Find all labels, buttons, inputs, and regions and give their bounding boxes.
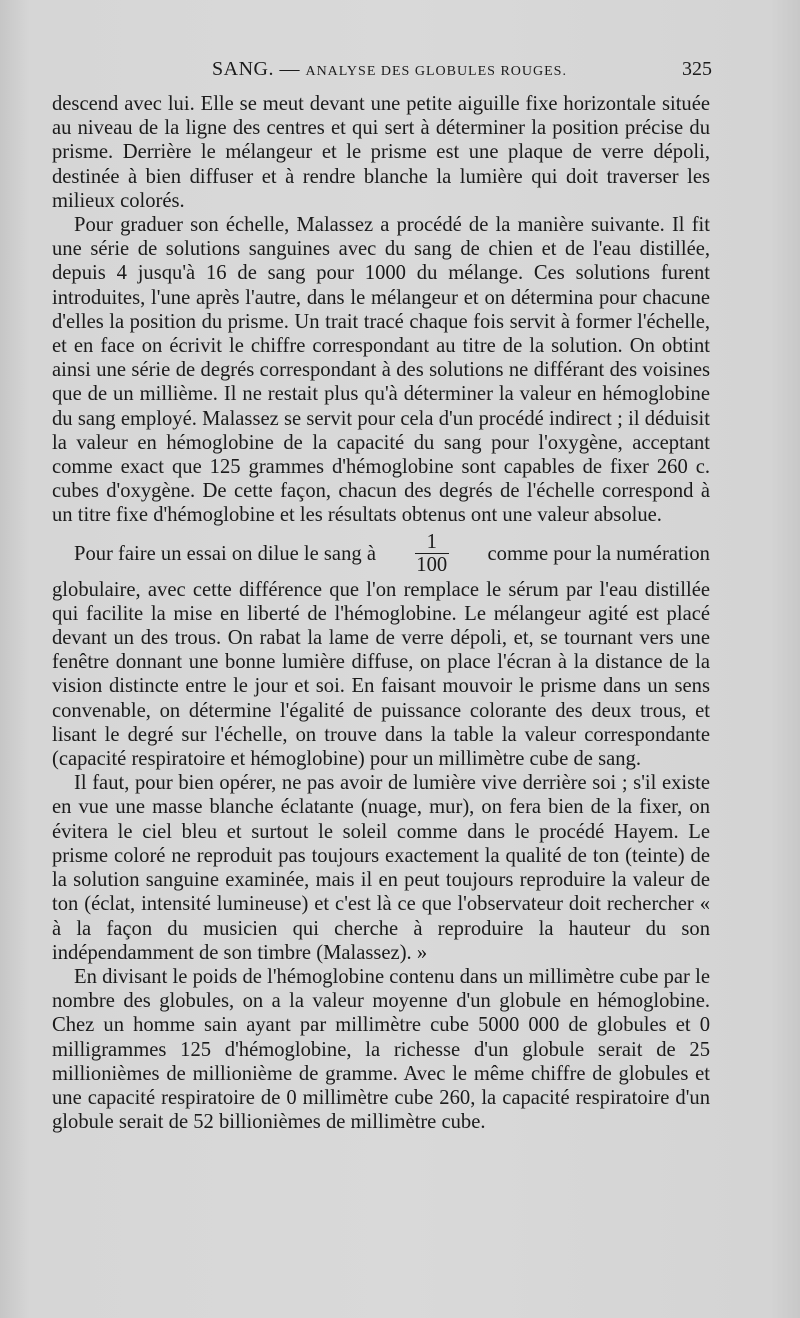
fraction-line	[52, 530, 710, 578]
running-head-main: SANG. —	[212, 58, 306, 80]
fraction-denominator: 100	[416, 554, 448, 577]
fraction-line-before: Pour faire un essai on dilue le sang à	[74, 542, 376, 565]
running-head-sub: ANALYSE DES GLOBULES ROUGES.	[305, 64, 567, 79]
running-header	[52, 58, 712, 88]
fraction-line-after: comme pour la numération	[487, 542, 710, 565]
paragraph-1: descend avec lui. Elle se meut devant une petite aiguille fixe horizontale située au niveau de la ligne des centres et qui sert à déterminer la position précise du prisme. Derrière le mélangeur et le prisme est une plaque de verre dépoli, destinée à bien diffuser et à rendre blanche la lumière qui doit traverser les milieux colorés.	[52, 93, 710, 212]
body-text	[52, 92, 710, 1134]
fraction-numerator: 1	[426, 531, 437, 554]
paragraph-4: Il faut, pour bien opérer, ne pas avoir de lumière vive derrière soi ; s'il existe en vue une masse blanche éclatante (nuage, mur), on fera bien de la fixer, on évitera le ciel bleu et surtout le soleil comme dans le procédé Hayem. Le prisme coloré ne reproduit pas toujours exactement la qualité de ton (teinte) de la solution sanguine examinée, mais il en peut toujours reproduire la valeur de ton (éclat, intensité lumineuse) et c'est là ce que l'observateur doit rechercher « à la façon du musicien qui cherche à reproduire la hauteur du son indépendamment de son timbre (Malassez). »	[52, 772, 710, 964]
fraction	[414, 531, 449, 576]
page-number: 325	[682, 58, 712, 80]
paragraph-5: En divisant le poids de l'hémoglobine contenu dans un millimètre cube par le nombre des globules, on a la valeur moyenne d'un globule en hémoglobine. Chez un homme sain ayant par millimètre cube 5000 000 de globules et 0 milligrammes 125 d'hémoglobine, la richesse d'un globule serait de 25 millionièmes de millionième de gramme. Avec le même chiffre de globules et une capacité respiratoire de 0 millimètre cube 260, la capacité respiratoire d'un globule serait de 52 billionièmes de millimètre cube.	[52, 965, 710, 1134]
running-head	[212, 58, 567, 81]
paragraph-3: globulaire, avec cette différence que l'on remplace le sérum par l'eau distillée qui facilite la mise en liberté de l'hémoglobine. Le mélangeur agité est placé devant un des trous. On rabat la lame de verre dépoli, et, se tournant vers une fenêtre donnant une bonne lumière diffuse, on place l'écran à la distance de la vision distincte entre le jour et soi. En faisant mouvoir le prisme dans un sens convenable, on détermine l'égalité de puissance colorante des deux trous, et lisant le degré sur l'échelle, on trouve dans la table la valeur correspondante (capacité respiratoire et hémoglobine) pour un millimètre cube de sang.	[52, 578, 710, 771]
paragraph-2: Pour graduer son échelle, Malassez a procédé de la manière suivante. Il fit une série de solutions sanguines avec du sang de chien et de l'eau distillée, depuis 4 jusqu'à 16 de sang pour 1000 du mélange. Ces solutions furent introduites, l'une après l'autre, dans le mélangeur et on détermina pour chacune d'elles la position du prisme. Un trait tracé chaque fois servit à former l'échelle, et en face on écrivit le chiffre correspondant au titre de la solution. On obtint ainsi une série de degrés correspondant à des solutions ne différant des voisines que de un millième. Il ne restait plus qu'à déterminer la valeur en hémoglobine du sang employé. Malassez se servit pour cela d'un procédé indirect ; il déduisit la valeur en hémoglobine de la capacité du sang pour l'oxygène, acceptant comme exact que 125 grammes d'hémoglobine sont capables de fixer 260 c. cubes d'oxygène. De cette façon, chacun des degrés de l'échelle correspond à un titre fixe d'hémoglobine et les résultats obtenus ont une valeur absolue.	[52, 214, 710, 527]
